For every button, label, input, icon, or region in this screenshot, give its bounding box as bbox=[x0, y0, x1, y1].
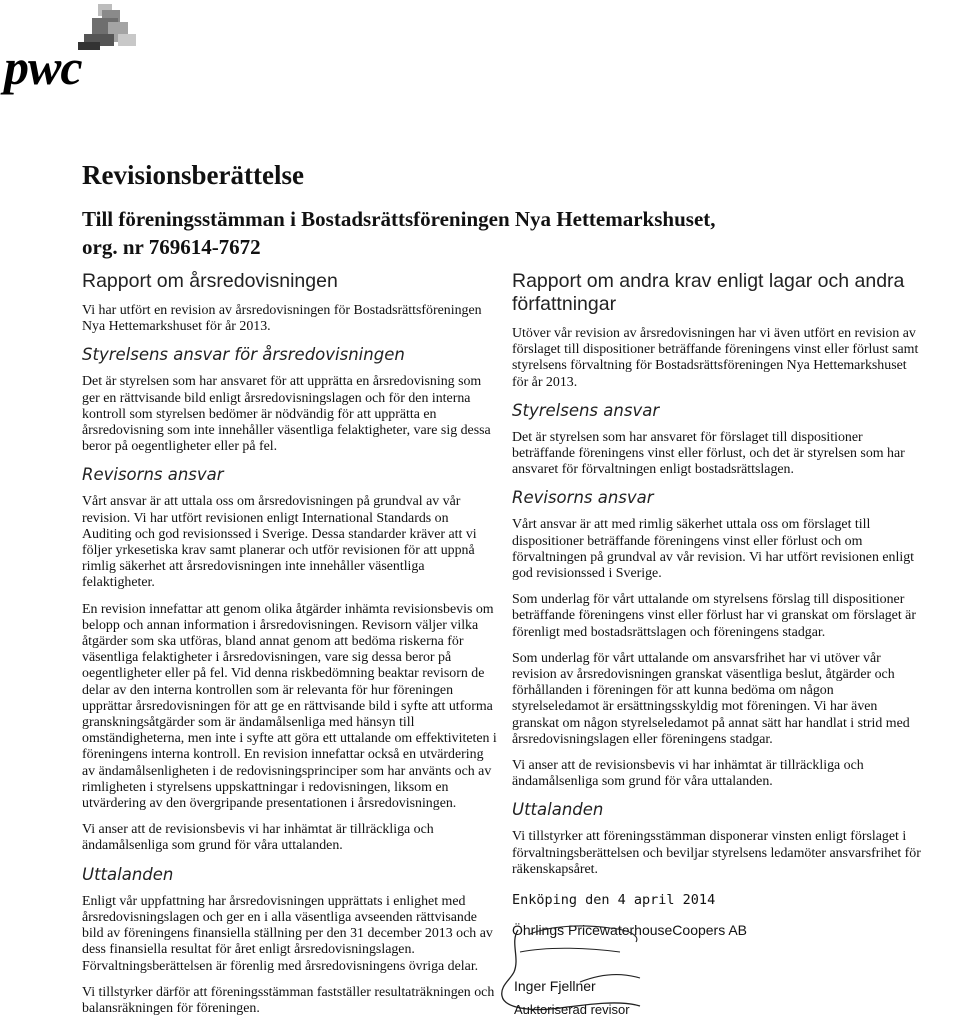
right-auditor-paragraph-3: Som underlag för vårt uttalande om ansvarsfrihet har vi utöver vår revision av årsredovisningen granskat väsentliga beslut, åtgärder och förhållanden i föreningen för att kunna bedöma om någon styrelseledamot är ersättningsskyldig mot föreningen. Vi har även granskat om någon styrelseledamot på annat sätt har handlat i strid med årsredovisningslagen eller föreningens stadgar. bbox=[512, 650, 910, 747]
right-column bbox=[512, 270, 924, 942]
left-auditor-paragraph-2: En revision innefattar att genom olika åtgärder inhämta revisionsbevis om belopp och annan information i årsredovisningen. Revisorn väljer vilka åtgärder som ska utföras, bland annat genom att bedöma riskerna för väsentliga felaktigheter i årsredovisningen, vare sig dessa beror på oegentligheter eller på fel. Vid denna riskbedömning beaktar revisorn de delar av den interna kontrollen som är relevanta för hur föreningen upprättar årsredovisningen för att ge en rättvisande bild i syfte att utforma granskningsåtgärder som är ändamålsenliga med hänsyn till omständigheterna, men inte i syfte att göra ett uttalande om effektiviteten i föreningens interna kontroll. En revision innefattar också en utvärdering av ändamålsenligheten i de redovisningsprinciper som har använts och av rimligheten i styrelsens uppskattningar i redovisningen, liksom en utvärdering av den övergripande presentationen i årsredovisningen. bbox=[82, 601, 497, 812]
right-opinion-heading: Uttalanden bbox=[512, 800, 604, 820]
right-board-heading: Styrelsens ansvar bbox=[512, 400, 660, 420]
right-intro: Utöver vår revision av årsredovisningen har vi även utfört en revision av förslaget till dispositioner beträffande föreningens vinst eller förlust samt styrelsens förvaltning för Bostadsrättsföreningen Nya Hettemarkshuset för år 2013. bbox=[512, 326, 919, 390]
document-addressee: Till föreningsstämman i Bostadsrättsföreningen Nya Hettemarkshuset, org. nr 769614-7672 bbox=[82, 207, 716, 259]
signer-name: Inger Fjellner bbox=[514, 978, 596, 994]
document-title: Revisionsberättelse bbox=[82, 160, 304, 190]
right-auditor-heading: Revisorns ansvar bbox=[512, 488, 654, 508]
left-auditor-heading: Revisorns ansvar bbox=[82, 465, 224, 485]
left-board-text: Det är styrelsen som har ansvaret för att upprätta en årsredovisning som ger en rättvisande bild enligt årsredovisningslagen och för den interna kontroll som styrelsen bedömer är nödvändig för att upprätta en årsredovisning som inte innehåller väsentliga felaktigheter, vare sig dessa beror på oegentligheter eller på fel. bbox=[82, 374, 491, 455]
right-auditor-paragraph-1: Vårt ansvar är att med rimlig säkerhet uttala oss om förslaget till dispositioner beträffande föreningens vinst eller förlust och om förvaltningen på grundval av vår revision. Vi har utfört revisionen enligt god revisionssed i Sverige. bbox=[512, 517, 915, 582]
pwc-logo-mark bbox=[78, 4, 140, 50]
right-section-heading: Rapport om andra krav enligt lagar och andra författningar bbox=[512, 270, 905, 315]
left-opinion-heading: Uttalanden bbox=[82, 864, 174, 884]
audit-firm-name: Öhrlings PricewaterhouseCoopers AB bbox=[512, 922, 748, 939]
left-opinion-paragraph-1: Enligt vår uppfattning har årsredovisningen upprättats i enlighet med årsredovisningslagen och ger en i alla väsentliga avseenden rättvisande bild av föreningens finansiella ställning per den 31 december 2013 och av dess finansiella resultat för året enligt årsredovisningslagen. Förvaltningsberättelsen är förenlig med årsredovisningens övriga delar. bbox=[82, 893, 493, 974]
pwc-logo bbox=[4, 4, 154, 104]
signature-block bbox=[490, 912, 690, 1022]
right-auditor-paragraph-4: Vi anser att de revisionsbevis vi har inhämtat är tillräckliga och ändamålsenliga som grund för våra uttalanden. bbox=[512, 758, 864, 790]
left-intro: Vi har utfört en revision av årsredovisningen för Bostadsrättsföreningen Nya Hettemarkshuset för år 2013. bbox=[82, 303, 482, 335]
left-auditor-paragraph-1: Vårt ansvar är att uttala oss om årsredovisningen på grundval av vår revision. Vi har utfört revisionen enligt International Standards on Auditing och god revisionssed i Sverige. Dessa standarder kräver att vi följer yrkesetiska krav samt planerar och utför revisionen för att uppnå rimlig säkerhet att årsredovisningen inte innehåller väsentliga felaktigheter. bbox=[82, 494, 477, 591]
pwc-logo-text: pwc bbox=[4, 39, 82, 95]
left-board-heading: Styrelsens ansvar för årsredovisningen bbox=[82, 345, 405, 365]
right-auditor-paragraph-2: Som underlag för vårt uttalande om styrelsens förslag till dispositioner beträffande föreningens vinst eller förlust har vi granskat om förslaget är förenligt med bostadsrättslagen och föreningens stadgar. bbox=[512, 592, 916, 640]
left-section-heading: Rapport om årsredovisningen bbox=[82, 270, 338, 292]
place-and-date: Enköping den 4 april 2014 bbox=[512, 892, 716, 909]
signer-title: Auktoriserad revisor bbox=[514, 1002, 630, 1017]
right-board-text: Det är styrelsen som har ansvaret för förslaget till dispositioner beträffande föreningens vinst eller förlust, och det är styrelsen som har ansvaret för förvaltningen enligt bostadsrättslagen. bbox=[512, 429, 905, 478]
right-opinion-paragraph-1: Vi tillstyrker att föreningsstämman disponerar vinsten enligt förslaget i förvaltningsberättelsen och beviljar styrelsens ledamöter ansvarsfrihet för räkenskapsåret. bbox=[512, 829, 921, 877]
left-column bbox=[82, 270, 500, 1027]
left-auditor-paragraph-3: Vi anser att de revisionsbevis vi har inhämtat är tillräckliga och ändamålsenliga som grund för våra uttalanden. bbox=[82, 822, 434, 854]
left-opinion-paragraph-2: Vi tillstyrker därför att föreningsstämman fastställer resultaträkningen och balansräkningen för föreningen. bbox=[82, 984, 495, 1016]
